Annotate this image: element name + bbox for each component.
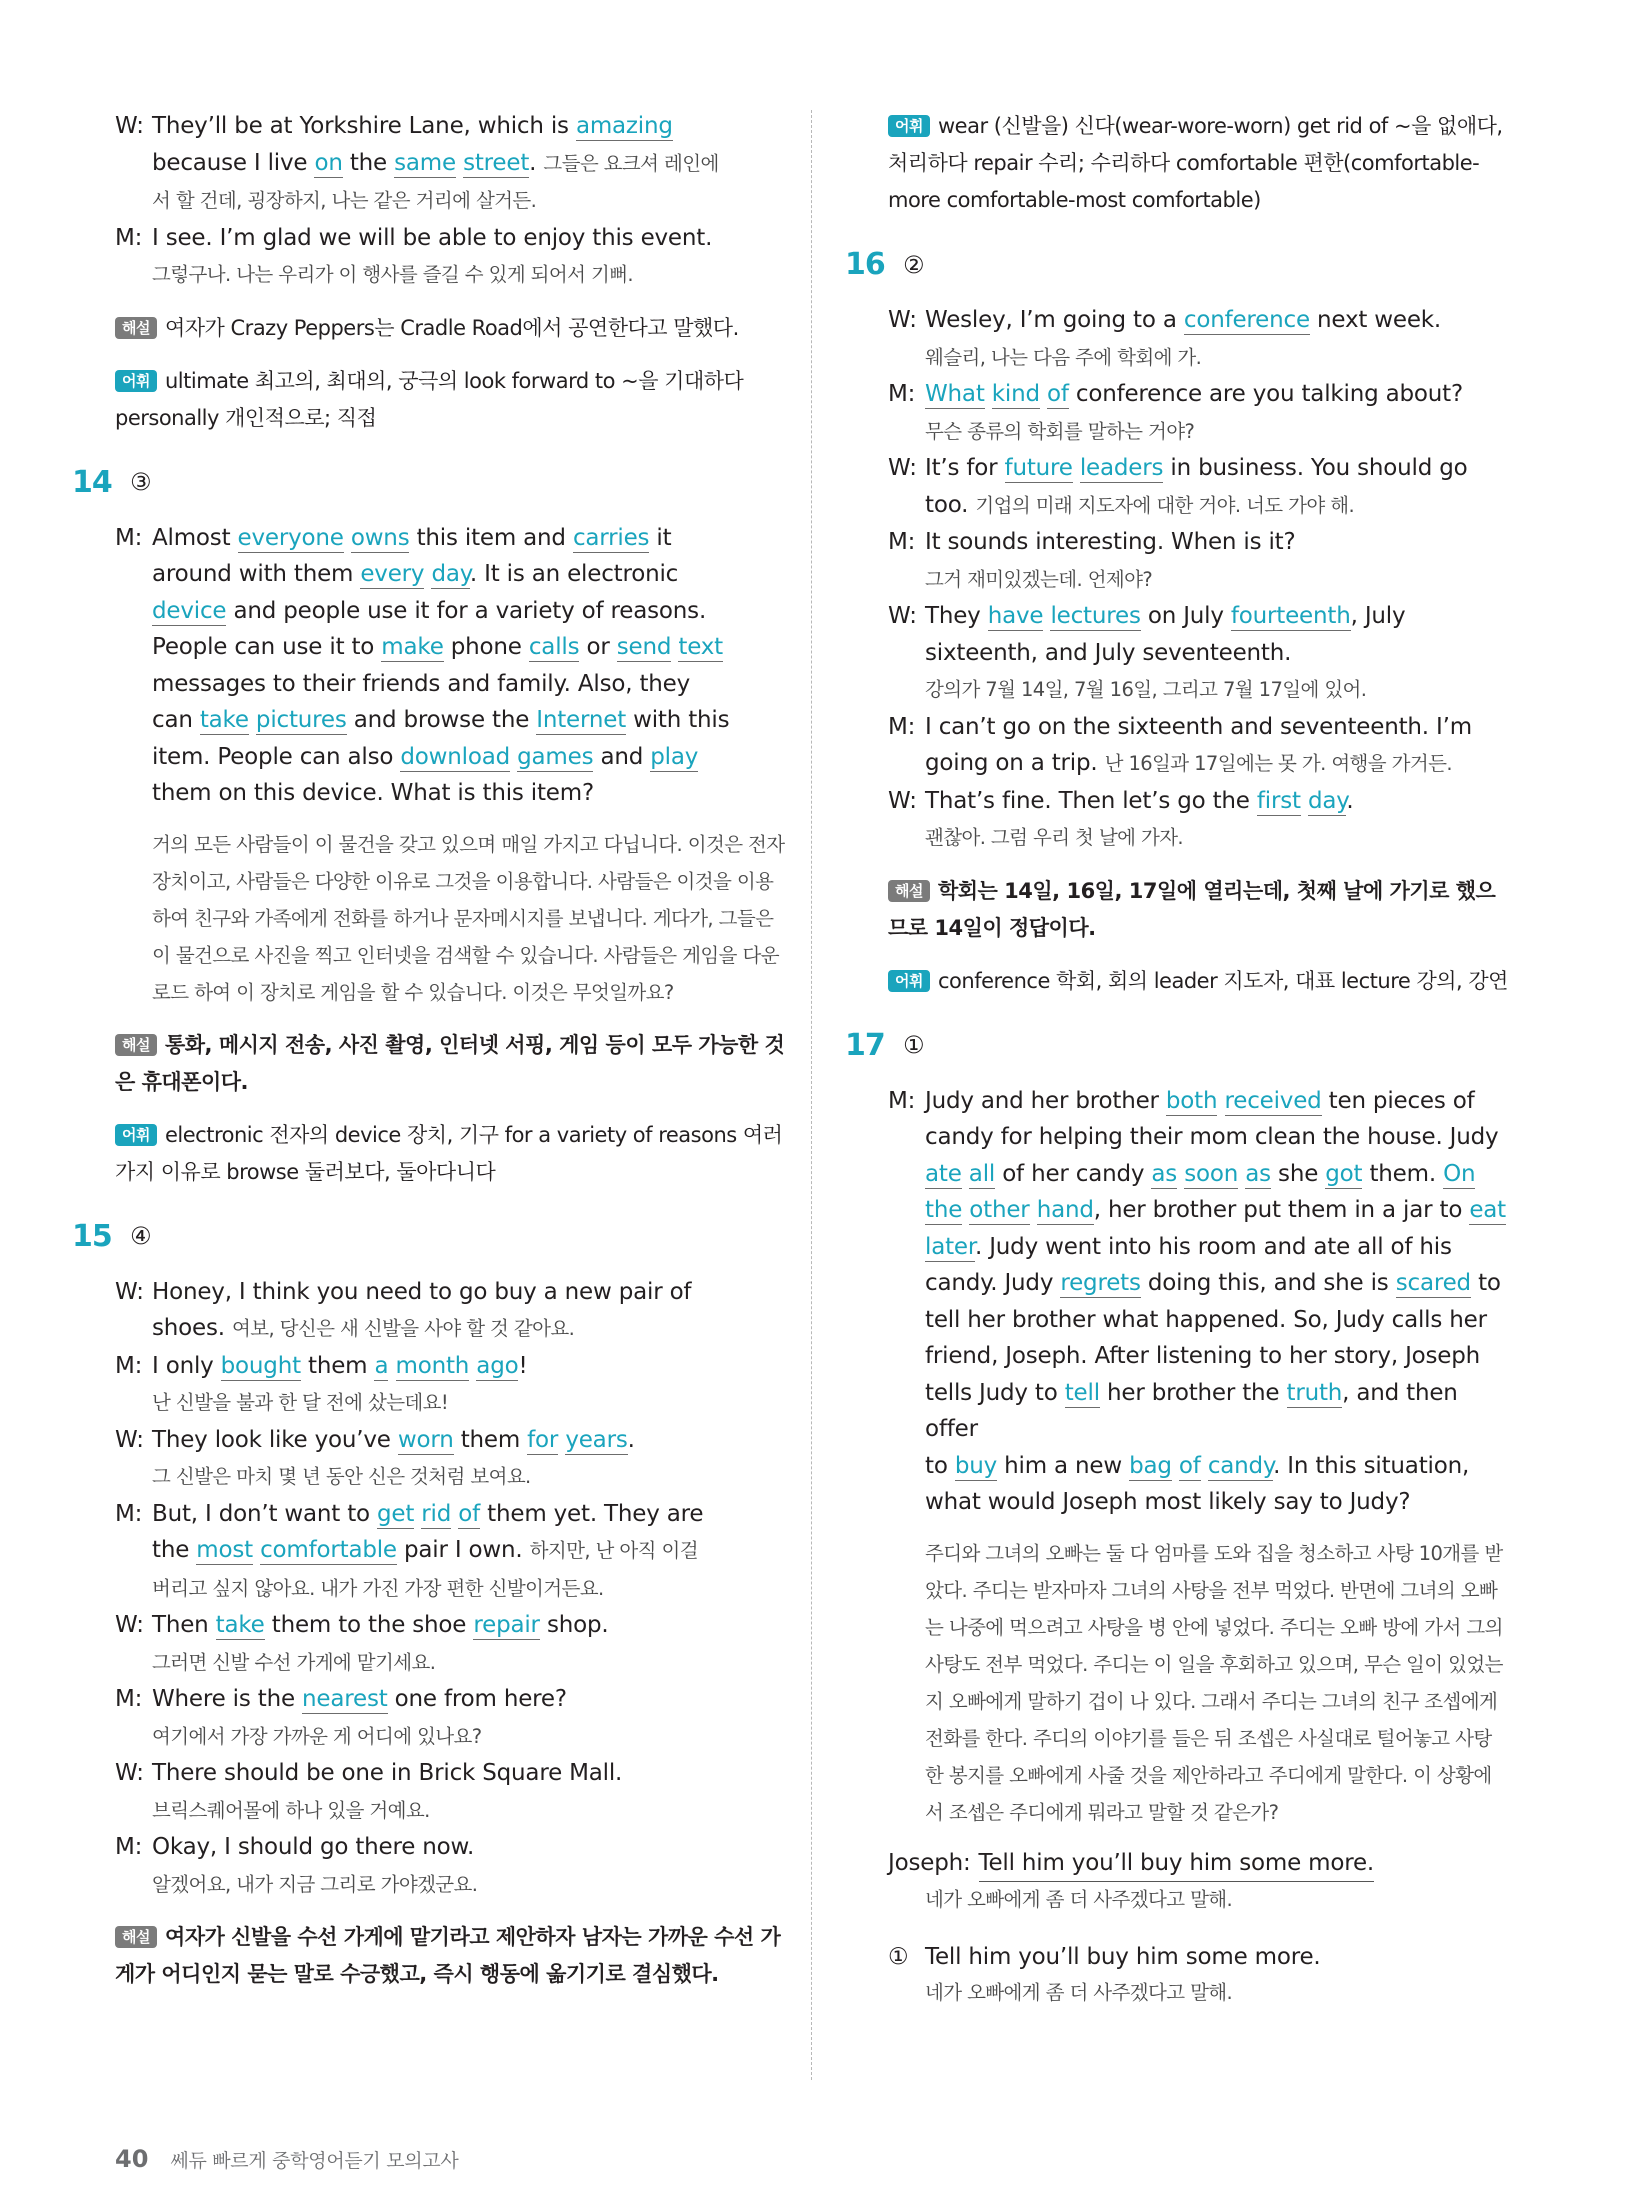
script-line xyxy=(888,1119,1508,1156)
script-line xyxy=(888,1083,1508,1120)
speaker-label: W: xyxy=(115,1278,144,1305)
line-text: It’s for future leaders in business. You should go xyxy=(925,455,1468,481)
script-line xyxy=(115,108,785,145)
line-text: 그렇구나. 나는 우리가 이 행사를 즐길 수 있게 되어서 기뻐. xyxy=(152,263,634,286)
speaker-label: M: xyxy=(115,524,143,551)
line-text: I see. I’m glad we will be able to enjoy this event. xyxy=(152,224,713,251)
speaker-label xyxy=(888,745,925,783)
script-line xyxy=(888,376,1508,413)
script-line xyxy=(888,1375,1508,1448)
speaker-label xyxy=(888,487,925,525)
line-text: 여기에서 가장 가까운 게 어디에 있나요? xyxy=(152,1724,482,1748)
script-line xyxy=(888,1229,1508,1266)
speaker-label xyxy=(115,256,152,294)
line-text: 알겠어요, 내가 지금 그리로 가야겠군요. xyxy=(152,1872,478,1896)
line-text: What kind of conference are you talking about? xyxy=(925,381,1463,407)
line-text: messages to their friends and family. Also, they xyxy=(152,670,690,697)
line-text: 서 할 건데, 굉장하지, 나는 같은 거리에 살거든. xyxy=(152,189,537,212)
script-line xyxy=(115,1532,785,1570)
speaker-label xyxy=(888,561,925,599)
choice-kor: 네가 오빠에게 좀 더 사주겠다고 말해. xyxy=(925,1981,1233,2004)
line-text: 무슨 종류의 학회를 말하는 거야? xyxy=(925,419,1195,443)
line-text: Where is the nearest one from here? xyxy=(152,1686,567,1712)
choice-text: Tell him you’ll buy him some more. xyxy=(925,1943,1321,1970)
line-text: device and people use it for a variety of reasons. xyxy=(152,597,707,624)
line-text: 괜찮아. 그럼 우리 첫 날에 가자. xyxy=(925,826,1184,849)
question-answer: ③ xyxy=(130,468,152,496)
script-line xyxy=(115,739,785,776)
vocab-text: wear (신발을) 신다(wear-wore-worn) get rid of ~을 없애다, 처리하다 repair 수리; 수리하다 comfortable 편한(comfortable-more comfortable-most comfortable) xyxy=(888,114,1503,212)
page-number: 40 xyxy=(115,2145,149,2173)
line-text: 그 신발은 마치 몇 년 동안 신은 것처럼 보여요. xyxy=(152,1465,531,1488)
script-line xyxy=(888,1192,1508,1229)
line-text: candy for helping their mom clean the house. Judy xyxy=(925,1124,1499,1150)
line-text: tells Judy to tell her brother the truth, and then offer xyxy=(925,1379,1458,1442)
explanation-tag: 해설 xyxy=(115,317,157,339)
speaker-label: W: xyxy=(115,1760,144,1786)
q14-translation: 거의 모든 사람들이 이 물건을 갖고 있으며 매일 가지고 다닙니다. 이것은 전자장치이고, 사람들은 다양한 이유로 그것을 이용합니다. 사람들은 이것을 이용하여 친구와 가족에게 전화를 하거나 문자메시지를 보냅니다. 게다가, 그들은 이 물건으로 사진을 찍고 인터넷을 검색할 수 있습니다. 사람들은 게임을 다운로드 하여 이 장치로 게임을 할 수 있습니다. 이것은 무엇일까요? xyxy=(152,832,785,1004)
q13-dialogue xyxy=(115,108,785,294)
script-line xyxy=(888,709,1508,746)
script-line xyxy=(115,1570,785,1608)
script-line xyxy=(888,302,1508,339)
line-text: But, I don’t want to get rid of them yet. They are xyxy=(152,1500,704,1527)
speaker-label xyxy=(115,1532,152,1570)
line-text: around with them every day. It is an electronic xyxy=(152,561,679,587)
speaker-label xyxy=(115,1644,152,1682)
question-answer: ② xyxy=(903,250,925,279)
line-text: They have lectures on July fourteenth, July xyxy=(925,603,1406,629)
speaker-label xyxy=(115,629,152,666)
line-text: 브릭스퀘어몰에 하나 있을 거예요. xyxy=(152,1798,430,1822)
script-line xyxy=(888,561,1508,599)
q15-header xyxy=(72,1219,785,1254)
speaker-label xyxy=(888,1375,925,1448)
answer-choice-kor-line xyxy=(888,1975,1508,2012)
question-number: 15 xyxy=(72,1218,112,1254)
line-text: That’s fine. Then let’s go the first day. xyxy=(925,787,1354,814)
script-line xyxy=(115,593,785,630)
speaker-label: M: xyxy=(888,529,916,555)
speaker-label: W: xyxy=(888,603,917,629)
speaker-label xyxy=(115,593,152,630)
page-footer xyxy=(115,2145,458,2173)
script-line xyxy=(115,556,785,593)
script-line xyxy=(115,182,785,220)
script-line xyxy=(115,1348,785,1385)
script-line xyxy=(888,745,1508,783)
speaker-label xyxy=(888,1338,925,1375)
explanation-tag: 해설 xyxy=(115,1034,157,1056)
line-text: Honey, I think you need to go buy a new pair of xyxy=(152,1278,692,1305)
vocab-text: electronic 전자의 device 장치, 기구 for a variety of reasons 여러 가지 이유로 browse 둘러보다, 둘아다니다 xyxy=(115,1122,783,1184)
q15-vocab xyxy=(888,108,1508,219)
script-line xyxy=(888,524,1508,561)
speaker-label xyxy=(115,1570,152,1608)
script-line xyxy=(888,783,1508,820)
line-text: Almost everyone owns this item and carries it xyxy=(152,524,672,551)
speaker-label xyxy=(115,182,152,220)
speaker-label xyxy=(888,1484,925,1521)
joseph-label: Joseph: xyxy=(888,1849,971,1876)
line-text: the other hand, her brother put them in a jar to eat xyxy=(925,1197,1506,1223)
speaker-label xyxy=(115,1866,152,1904)
script-line xyxy=(888,635,1508,672)
question-number: 14 xyxy=(72,464,112,500)
answer-choice xyxy=(888,1939,1508,1976)
q16-explanation xyxy=(888,873,1508,947)
line-text: Judy and her brother both received ten pieces of xyxy=(925,1087,1475,1114)
speaker-label: M: xyxy=(115,1352,143,1379)
q16-dialogue xyxy=(888,302,1508,857)
question-number: 17 xyxy=(845,1027,885,1063)
speaker-label: W: xyxy=(115,1426,144,1453)
speaker-label: W: xyxy=(888,787,917,814)
line-text: 웨슬리, 나는 다음 주에 학회에 가. xyxy=(925,345,1202,369)
choice-number: ① xyxy=(888,1943,909,1970)
script-line xyxy=(888,1338,1508,1375)
speaker-label: M: xyxy=(888,713,916,740)
line-text: They’ll be at Yorkshire Lane, which is amazing xyxy=(152,113,673,139)
script-line xyxy=(115,1829,785,1866)
speaker-label xyxy=(888,1156,925,1193)
line-text: I can’t go on the sixteenth and seventeenth. I’m xyxy=(925,713,1472,740)
speaker-label xyxy=(888,819,925,857)
explanation-text: 통화, 메시지 전송, 사진 촬영, 인터넷 서핑, 게임 등이 모두 가능한 것은 휴대폰이다. xyxy=(115,1032,785,1094)
speaker-label xyxy=(888,635,925,672)
q14-script xyxy=(115,520,785,812)
line-text: tell her brother what happened. So, Judy calls her xyxy=(925,1306,1487,1333)
line-text: ate all of her candy as soon as she got them. On xyxy=(925,1160,1476,1187)
joseph-kor-line xyxy=(888,1882,1508,1919)
line-text: to buy him a new bag of candy. In this situation, xyxy=(925,1452,1470,1479)
line-text: friend, Joseph. After listening to her story, Joseph xyxy=(925,1343,1481,1369)
speaker-label: M: xyxy=(115,1834,143,1860)
script-line xyxy=(115,666,785,703)
question-answer: ④ xyxy=(130,1222,152,1250)
script-line xyxy=(115,520,785,557)
speaker-label: M: xyxy=(888,381,916,407)
q16-vocab xyxy=(888,963,1508,1000)
line-text: later. Judy went into his room and ate all of his xyxy=(925,1233,1452,1260)
script-line xyxy=(888,487,1508,525)
speaker-label xyxy=(115,666,152,703)
line-text: 난 신발을 불과 한 달 전에 샀는데요! xyxy=(152,1391,449,1414)
script-line xyxy=(888,1448,1508,1485)
line-text: the most comfortable pair I own. 하지만, 난 아직 이걸 xyxy=(152,1537,698,1563)
script-line xyxy=(888,1302,1508,1339)
q14-vocab xyxy=(115,1117,785,1191)
speaker-label xyxy=(115,1458,152,1496)
speaker-label: W: xyxy=(888,455,917,481)
script-line xyxy=(115,1755,785,1792)
line-text: too. 기업의 미래 지도자에 대한 거야. 너도 가야 해. xyxy=(925,491,1355,518)
vocab-tag: 어휘 xyxy=(115,1124,157,1146)
question-answer: ① xyxy=(903,1031,925,1059)
speaker-label xyxy=(888,1265,925,1302)
line-text: because I live on the same street. 그들은 요크셔 레인에 xyxy=(152,149,719,176)
script-line xyxy=(115,1644,785,1682)
script-line xyxy=(115,1422,785,1459)
explanation-text: 학회는 14일, 16일, 17일에 열리는데, 첫째 날에 가기로 했으므로 14일이 정답이다. xyxy=(888,878,1496,940)
line-text: 그거 재미있겠는데. 언제야? xyxy=(925,567,1153,591)
script-line xyxy=(888,413,1508,451)
q15-dialogue xyxy=(115,1274,785,1904)
line-text: 그러면 신발 수선 가게에 맡기세요. xyxy=(152,1650,436,1674)
q17-script xyxy=(888,1083,1508,1521)
vocab-tag: 어휘 xyxy=(888,115,930,137)
speaker-label: W: xyxy=(115,1612,144,1638)
column-divider xyxy=(811,110,812,2080)
line-text: can take pictures and browse the Internet with this xyxy=(152,707,730,733)
speaker-label: W: xyxy=(115,113,144,139)
speaker-label xyxy=(888,1192,925,1229)
line-text: It sounds interesting. When is it? xyxy=(925,529,1296,555)
line-text: item. People can also download games and play xyxy=(152,743,699,770)
line-text: There should be one in Brick Square Mall. xyxy=(152,1760,623,1786)
speaker-label xyxy=(115,702,152,739)
speaker-label xyxy=(115,1718,152,1756)
line-text: Wesley, I’m going to a conference next week. xyxy=(925,307,1442,333)
line-text: I only bought them a month ago! xyxy=(152,1352,528,1379)
q17-header xyxy=(845,1028,1508,1063)
line-text: going on a trip. 난 16일과 17일에는 못 가. 여행을 가거든. xyxy=(925,750,1452,776)
speaker-label xyxy=(115,556,152,593)
q17-translation: 주디와 그녀의 오빠는 둘 다 엄마를 도와 집을 청소하고 사탕 10개를 받았다. 주디는 받자마자 그녀의 사탕을 전부 먹었다. 반면에 그녀의 오빠는 나중에 먹으려고 사탕을 병 안에 넣었다. 주디는 오빠 방에 가서 그의 사탕도 전부 먹었다. 주디는 이 일을 후회하고 있으며, 무슨 일이 있었는지 오빠에게 말하기 겁이 나 있다. 그래서 주디는 그녀의 친구 조셉에게 전화를 한다. 주디의 이야기를 들은 뒤 조셉은 사실대로 털어놓고 사탕 한 봉지를 오빠에게 사줄 것을 제안하라고 주디에게 말한다. 이 상황에서 조셉은 주디에게 뭐라고 말할 것 같은가? xyxy=(925,1541,1503,1824)
script-line xyxy=(115,1496,785,1533)
script-line xyxy=(115,1607,785,1644)
line-text: 버리고 싶지 않아요. 내가 가진 가장 편한 신발이거든요. xyxy=(152,1576,604,1600)
speaker-label xyxy=(888,339,925,377)
line-text: They look like you’ve worn them for years. xyxy=(152,1426,635,1453)
line-text: them on this device. What is this item? xyxy=(152,780,594,806)
speaker-label xyxy=(888,1119,925,1156)
script-line xyxy=(115,1458,785,1496)
left-column xyxy=(72,108,785,1993)
line-text: what would Joseph most likely say to Judy? xyxy=(925,1489,1411,1515)
q14-explanation xyxy=(115,1027,785,1101)
script-line xyxy=(115,1310,785,1348)
speaker-label: W: xyxy=(888,307,917,333)
speaker-label xyxy=(888,1229,925,1266)
script-line xyxy=(115,1681,785,1718)
speaker-label: M: xyxy=(115,1500,143,1527)
line-text: 강의가 7월 14일, 7월 16일, 그리고 7월 17일에 있어. xyxy=(925,678,1367,701)
script-line xyxy=(115,1274,785,1311)
joseph-kor: 네가 오빠에게 좀 더 사주겠다고 말해. xyxy=(925,1888,1233,1911)
speaker-label: M: xyxy=(115,224,143,251)
script-line xyxy=(888,1484,1508,1521)
vocab-text: ultimate 최고의, 최대의, 궁극의 look forward to ~을 기대하다 personally 개인적으로; 직접 xyxy=(115,368,744,430)
speaker-label xyxy=(115,775,152,812)
script-line xyxy=(115,145,785,183)
speaker-label xyxy=(115,145,152,183)
script-line xyxy=(888,339,1508,377)
speaker-label xyxy=(888,1448,925,1485)
book-title: 쎄듀 빠르게 중학영어듣기 모의고사 xyxy=(170,2150,459,2172)
q16-header xyxy=(845,247,1508,282)
speaker-label xyxy=(115,739,152,776)
explanation-text: 여자가 Crazy Peppers는 Cradle Road에서 공연한다고 말했다. xyxy=(164,315,739,340)
script-line xyxy=(888,598,1508,635)
explanation-tag: 해설 xyxy=(115,1926,157,1948)
script-line xyxy=(115,1866,785,1904)
vocab-tag: 어휘 xyxy=(888,970,930,992)
speaker-label xyxy=(115,1310,152,1348)
script-line xyxy=(115,702,785,739)
speaker-label xyxy=(888,413,925,451)
script-line xyxy=(115,220,785,257)
q15-explanation xyxy=(115,1919,785,1993)
line-text: sixteenth, and July seventeenth. xyxy=(925,639,1292,666)
q14-header xyxy=(72,465,785,500)
q13-vocab xyxy=(115,363,785,437)
speaker-label xyxy=(115,1384,152,1422)
script-line xyxy=(115,775,785,812)
script-line xyxy=(115,1718,785,1756)
vocab-tag: 어휘 xyxy=(115,370,157,392)
script-line xyxy=(888,671,1508,709)
script-line xyxy=(888,819,1508,857)
speaker-label xyxy=(888,671,925,709)
script-line xyxy=(115,1384,785,1422)
script-line xyxy=(115,629,785,666)
script-line xyxy=(115,256,785,294)
speaker-label: M: xyxy=(888,1087,916,1114)
question-number: 16 xyxy=(845,247,885,282)
script-line xyxy=(115,1792,785,1830)
speaker-label xyxy=(115,1792,152,1830)
explanation-text: 여자가 신발을 수선 가게에 맡기라고 제안하자 남자는 가까운 수선 가게가 어디인지 묻는 말로 수긍했고, 즉시 행동에 옮기기로 결심했다. xyxy=(115,1925,781,1986)
script-line xyxy=(888,450,1508,487)
right-column xyxy=(845,108,1508,2012)
line-text: shoes. 여보, 당신은 새 신발을 사야 할 것 같아요. xyxy=(152,1315,575,1341)
line-text: Okay, I should go there now. xyxy=(152,1834,475,1860)
joseph-text: Tell him you’ll buy him some more. xyxy=(979,1845,1375,1883)
speaker-label xyxy=(888,1302,925,1339)
line-text: candy. Judy regrets doing this, and she is scared to xyxy=(925,1270,1501,1296)
vocab-text: conference 학회, 회의 leader 지도자, 대표 lecture 강의, 강연 xyxy=(937,968,1508,993)
line-text: People can use it to make phone calls or send text xyxy=(152,634,723,660)
script-line xyxy=(888,1156,1508,1193)
line-text: Then take them to the shoe repair shop. xyxy=(152,1612,609,1638)
joseph-line xyxy=(888,1845,1508,1883)
speaker-label: M: xyxy=(115,1686,143,1712)
q13-explanation xyxy=(115,310,785,347)
explanation-tag: 해설 xyxy=(888,880,930,902)
script-line xyxy=(888,1265,1508,1302)
